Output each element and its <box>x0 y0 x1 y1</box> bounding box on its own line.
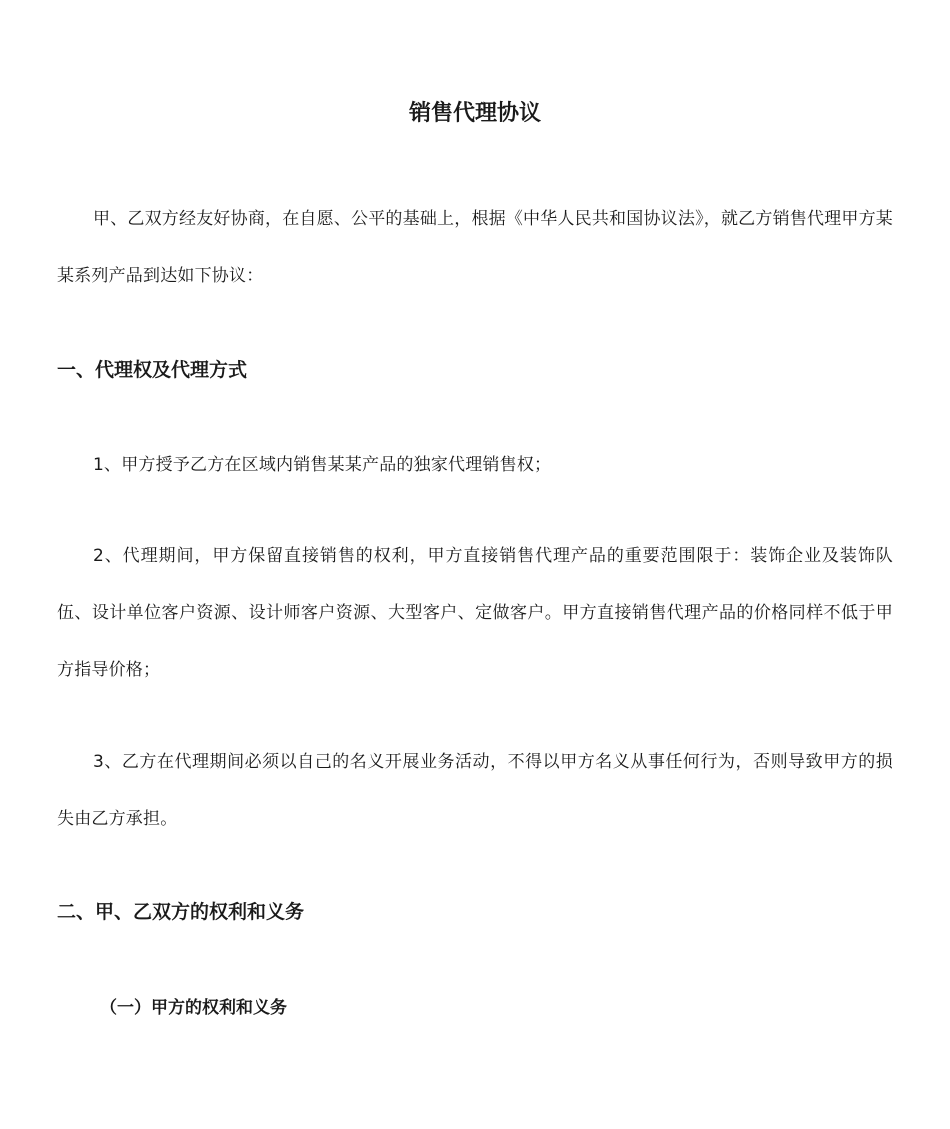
clause-2: 2、代理期间，甲方保留直接销售的权利，甲方直接销售代理产品的重要范围限于：装饰企业及装饰队伍、设计单位客户资源、设计师客户资源、大型客户、定做客户。甲方直接销售代理产品的价格同样不低于甲方指导价格； <box>57 546 893 680</box>
clause-1: 1、甲方授予乙方在区域内销售某某产品的独家代理销售权； <box>93 455 552 475</box>
subsection-heading-party-a: （一）甲方的权利和义务 <box>100 998 287 1018</box>
clause-3: 3、乙方在代理期间必须以自己的名义开展业务活动，不得以甲方名义从事任何行为，否则导致甲方的损失由乙方承担。 <box>57 752 893 829</box>
section-heading-rights-obligations: 二、甲、乙双方的权利和义务 <box>57 901 305 923</box>
section-heading-agency-rights: 一、代理权及代理方式 <box>57 359 248 381</box>
document-title: 销售代理协议 <box>408 101 541 126</box>
intro-paragraph: 甲、乙双方经友好协商，在自愿、公平的基础上，根据《中华人民共和国协议法》，就乙方销售代理甲方某某系列产品到达如下协议： <box>57 209 893 286</box>
